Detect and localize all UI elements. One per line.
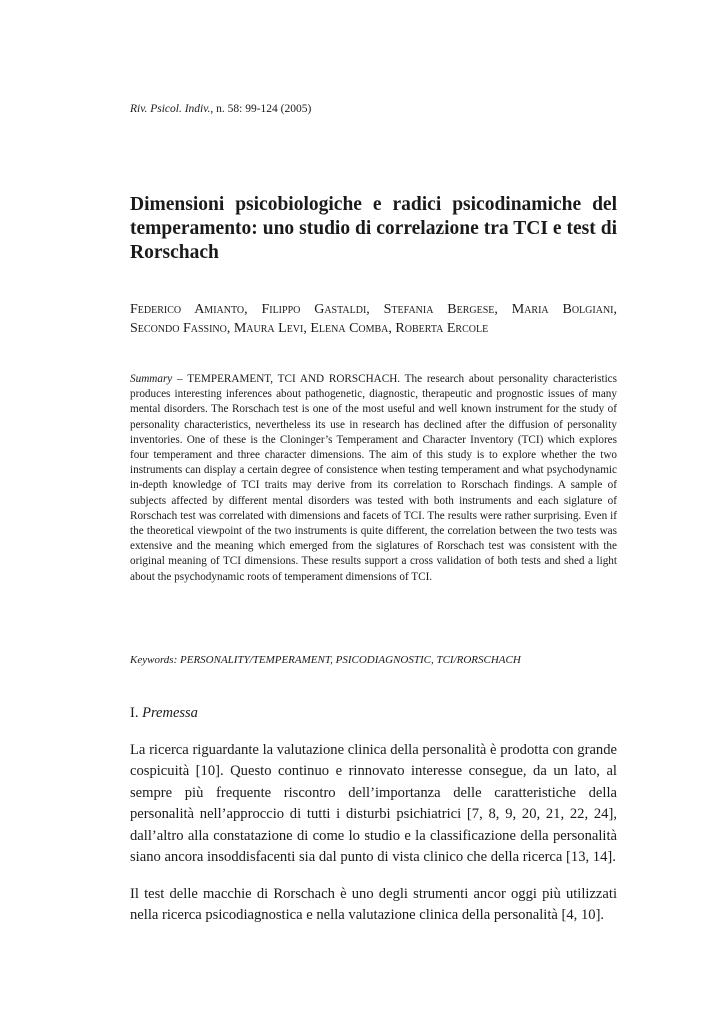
keywords-label: Keywords <box>130 654 174 666</box>
body-paragraph-2: Il test delle macchie di Rorschach è uno degli strumenti ancor oggi più utilizzati nella ricerca psicodiagnostica e nella valutazione clinica della personalità [4, 10]. <box>130 886 617 924</box>
paper-title: Dimensioni psicobiologiche e radici psicodinamiche del temperamento: uno studio di correlazione tra TCI e test di Rorschach <box>130 194 617 263</box>
section-title: Premessa <box>142 705 198 721</box>
journal-name: Riv. Psicol. Indiv. <box>130 103 211 115</box>
summary-text: – TEMPERAMENT, TCI AND RORSCHACH. The research about personality characteristics produces interesting inferences about pathogenetic, diagnostic, therapeutic and prognostic issues of many mental disorders. The Rorschach test is one of the most useful and well known instrument for the study of personality characteristics, nevertheless its use in research has declined after the diffusion of personality inventories. One of these is the Cloninger’s Temperament and Character Inventory (TCI) which explores four temperament and three character dimensions. The aim of this study is to explore whether the two instruments can display a certain degree of consistence when testing temperament and what psychodynamic in-depth knowledge of TCI traits may derive from its correlation to Rorschach findings. A sample of subjects affected by different mental disorders was tested with both instruments and each siglature of Rorschach test was correlated with dimensions and facets of TCI. The results were rather surprising. Even if the theoretical viewpoint of the two instruments is quite different, the correlation between the two tests was extensive and the meaning which emerged from the siglatures of Rorschach test was consistent with the original meaning of TCI dimensions. These results support a cross validation of both tests and shed a light about the psychodynamic roots of temperament dimensions of TCI. <box>130 373 617 583</box>
keywords-line <box>130 654 521 666</box>
journal-citation <box>130 103 311 115</box>
section-heading <box>130 705 198 722</box>
author-line-2: Secondo Fassino, Maura Levi, Elena Comba, Roberta Ercole <box>130 321 489 336</box>
journal-details: , n. 58: 99-124 (2005) <box>210 103 312 115</box>
keywords-text: : PERSONALITY/TEMPERAMENT, PSICODIAGNOSTIC, TCI/RORSCHACH <box>173 654 521 666</box>
author-line-1: Federico Amianto, Filippo Gastaldi, Stefania Bergese, Maria Bolgiani, <box>130 302 617 317</box>
author-list <box>130 300 617 338</box>
summary-label: Summary <box>130 373 173 385</box>
summary-abstract <box>130 372 617 585</box>
body-paragraph-1: La ricerca riguardante la valutazione clinica della personalità è prodotta con grande cospicuità [10]. Questo continuo e rinnovato interesse consegue, da un lato, al sempre più frequente riscontro dell’importanza delle caratteristiche della personalità nell’approccio di tutti i disturbi psichiatrici [7, 8, 9, 20, 21, 22, 24], dall’altro alla constatazione di come lo studio e la classificazione della personalità siano ancora insoddisfacenti sia dal punto di vista clinico che della ricerca [13, 14]. <box>130 742 617 866</box>
section-number: I. <box>130 705 143 721</box>
